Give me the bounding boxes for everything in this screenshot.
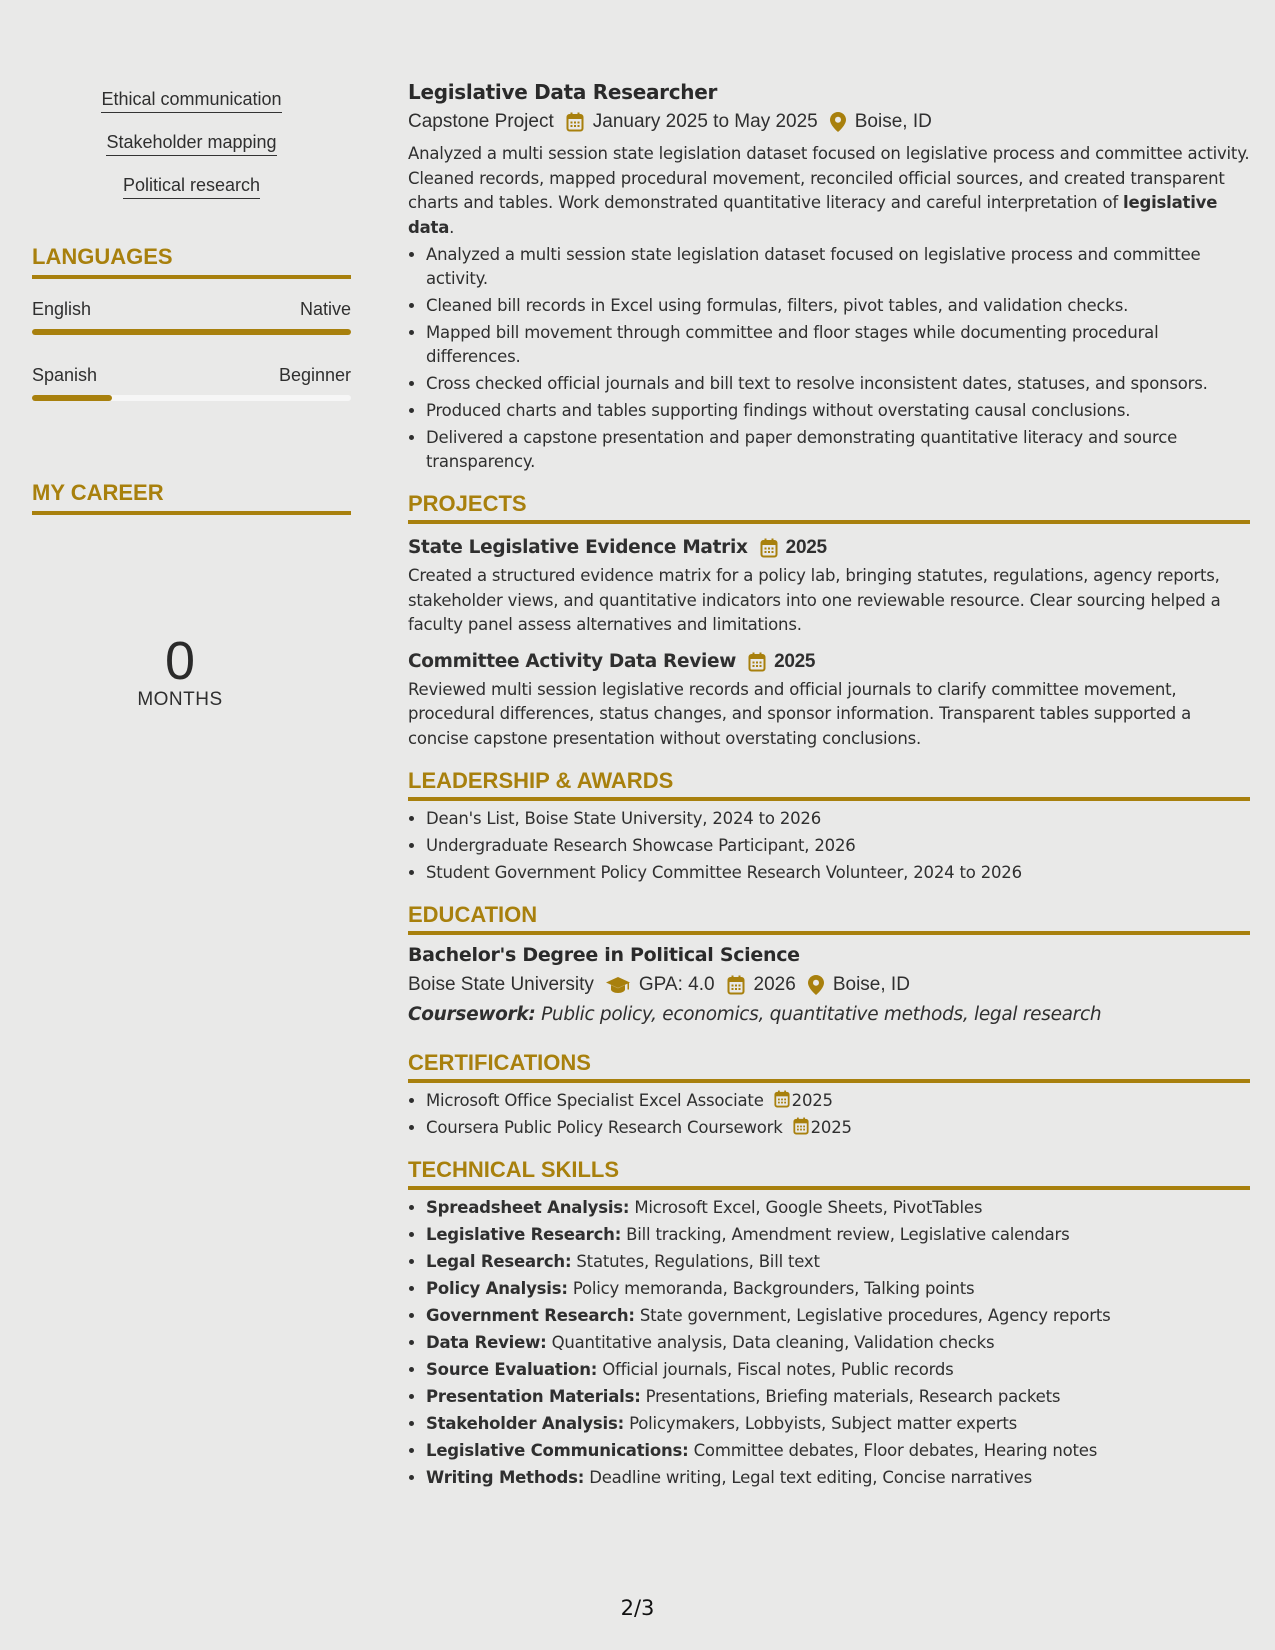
list-item [426, 1439, 1250, 1463]
list-item: • Cleaned bill records in Excel using formulas, filters, pivot tables, and validation checks. [426, 294, 1250, 318]
career-section [32, 479, 351, 711]
skill-value: Presentations, Briefing materials, Research packets [645, 1387, 1061, 1406]
skill-label: Data Review: [426, 1333, 547, 1352]
proficiency-bar [32, 329, 351, 335]
page-number: 2/3 [620, 1596, 655, 1620]
career-value: 0 [164, 631, 196, 691]
school-name: Boise State University [408, 974, 594, 995]
skill-label: Government Research: [426, 1306, 635, 1325]
certifications-heading: CERTIFICATIONS [408, 1050, 591, 1075]
list-item [426, 1331, 1250, 1355]
list-item [426, 1358, 1250, 1382]
list-item [426, 1385, 1250, 1409]
education-heading: EDUCATION [408, 902, 538, 927]
skill-value: Policy memoranda, Backgrounders, Talking points [572, 1279, 975, 1298]
list-item: • Analyzed a multi session state legislation dataset focused on legislative process and committee activity. [426, 243, 1250, 291]
section-divider [408, 797, 1250, 801]
list-item [426, 1250, 1250, 1274]
skill-label: Source Evaluation: [426, 1360, 598, 1379]
certifications-section [408, 1049, 1250, 1140]
skill-tag: Ethical communication [101, 88, 281, 113]
graduation-cap-icon [606, 976, 630, 994]
list-item: • Cross checked official journals and bill text to resolve inconsistent dates, statuses, and sponsors. [426, 372, 1250, 396]
skill-value: Quantitative analysis, Data cleaning, Validation checks [551, 1333, 995, 1352]
project-description: Reviewed multi session legislative records and official journals to clarify committee movement, procedural differences, status changes, and sponsor information. Transparent tables supported a concise capstone presentation without overstating conclusions. [408, 679, 1192, 748]
section-divider [32, 511, 351, 515]
list-item: • Produced charts and tables supporting findings without overstating causal conclusions. [426, 399, 1250, 423]
calendar-icon [774, 1090, 790, 1108]
skill-label: Legislative Research: [426, 1225, 622, 1244]
list-item [426, 1277, 1250, 1301]
location-pin-icon [808, 975, 824, 995]
language-level: Beginner [278, 365, 351, 385]
career-counter [32, 633, 328, 711]
list-item [426, 1412, 1250, 1436]
list-item [426, 1116, 1250, 1140]
skill-value: Official journals, Fiscal notes, Public records [602, 1360, 954, 1379]
skill-label: Stakeholder Analysis: [426, 1414, 625, 1433]
job-meta [408, 108, 1250, 136]
technical-skills-list [426, 1196, 1250, 1490]
skill-label: Presentation Materials: [426, 1387, 641, 1406]
list-item: • Undergraduate Research Showcase Participant, 2026 [426, 834, 1250, 858]
list-item [426, 1304, 1250, 1328]
project-entry [408, 648, 1250, 752]
proficiency-bar [32, 395, 351, 401]
projects-heading: PROJECTS [408, 491, 527, 516]
skill-value: Deadline writing, Legal text editing, Concise narratives [589, 1468, 1033, 1487]
experience-entry [408, 78, 1250, 474]
project-year: 2025 [774, 650, 816, 672]
list-item [426, 1089, 1250, 1113]
languages-heading: LANGUAGES [32, 244, 173, 269]
language-level: Native [299, 299, 351, 319]
proficiency-fill [32, 329, 351, 335]
skill-value: Microsoft Excel, Google Sheets, PivotTables [634, 1198, 983, 1217]
project-name: Committee Activity Data Review [408, 650, 737, 672]
coursework: Coursework: Public policy, economics, quantitative methods, legal research [408, 1004, 1102, 1025]
job-dates: January 2025 to May 2025 [592, 111, 818, 132]
certifications-list [426, 1089, 1250, 1140]
section-divider [408, 520, 1250, 524]
certification-name: Microsoft Office Specialist Excel Associate [426, 1091, 764, 1110]
project-name: State Legislative Evidence Matrix [408, 537, 748, 558]
calendar-icon [760, 538, 778, 558]
skill-tag: Stakeholder mapping [106, 131, 276, 156]
certification-name: Coursera Public Policy Research Coursework [426, 1118, 783, 1137]
proficiency-fill [32, 395, 112, 401]
skill-label: Legislative Communications: [426, 1441, 689, 1460]
language-name: English [32, 299, 92, 319]
language-name: Spanish [32, 365, 98, 385]
project-year: 2025 [785, 537, 827, 558]
organization: Capstone Project [408, 111, 554, 132]
career-heading: MY CAREER [32, 480, 164, 505]
skill-label: Spreadsheet Analysis: [426, 1198, 630, 1217]
leadership-heading: LEADERSHIP & AWARDS [408, 768, 674, 793]
location-pin-icon [830, 112, 846, 132]
language-item [32, 299, 351, 335]
skill-value: Policymakers, Lobbyists, Subject matter experts [629, 1414, 1018, 1433]
leadership-list [426, 807, 1250, 885]
right-column [408, 78, 1250, 1490]
job-bullets [426, 243, 1250, 474]
skill-label: Legal Research: [426, 1252, 572, 1271]
calendar-icon [748, 652, 766, 672]
skill-tag: Political research [123, 174, 260, 199]
job-summary: Analyzed a multi session state legislation dataset focused on legislative process and committee activity. Cleaned records, mapped procedural movement, reconciled official sources, and created transparent charts and tables. Work demonstrated quantitative literacy and careful interpretation of legislative data. [408, 144, 1250, 237]
list-item: • Dean's List, Boise State University, 2024 to 2026 [426, 807, 1250, 831]
graduation-year: 2026 [753, 974, 796, 995]
section-divider [408, 1079, 1250, 1083]
list-item: • Delivered a capstone presentation and paper demonstrating quantitative literacy and source transparency. [426, 426, 1250, 474]
calendar-icon [793, 1117, 809, 1135]
projects-section [408, 490, 1250, 751]
job-title: Legislative Data Researcher [408, 80, 718, 104]
calendar-icon [727, 975, 745, 995]
language-item [32, 365, 351, 401]
education-meta [408, 971, 1250, 999]
skill-tags [32, 80, 351, 199]
school-location: Boise, ID [832, 974, 910, 995]
skill-value: Committee debates, Floor debates, Hearing notes [693, 1441, 1098, 1460]
leadership-section [408, 767, 1250, 885]
education-section [408, 901, 1250, 1029]
skill-value: Bill tracking, Amendment review, Legislative calendars [626, 1225, 1070, 1244]
section-divider [408, 1186, 1250, 1190]
languages-section [32, 243, 351, 401]
project-entry [408, 534, 1250, 638]
skill-label: Policy Analysis: [426, 1279, 568, 1298]
list-item: • Student Government Policy Committee Research Volunteer, 2024 to 2026 [426, 861, 1250, 885]
section-divider [32, 275, 351, 279]
gpa: GPA: 4.0 [638, 974, 715, 995]
technical-skills-heading: TECHNICAL SKILLS [408, 1157, 620, 1182]
list-item [426, 1196, 1250, 1220]
certification-year: 2025 [810, 1118, 852, 1137]
degree-title: Bachelor's Degree in Political Science [408, 944, 800, 966]
skill-value: Statutes, Regulations, Bill text [576, 1252, 820, 1271]
list-item [426, 1223, 1250, 1247]
job-location: Boise, ID [854, 111, 932, 132]
career-unit: MONTHS [137, 689, 223, 710]
technical-skills-section [408, 1156, 1250, 1490]
skill-label: Writing Methods: [426, 1468, 585, 1487]
section-divider [408, 931, 1250, 935]
list-item [426, 1466, 1250, 1490]
skill-value: State government, Legislative procedures, Agency reports [639, 1306, 1111, 1325]
certification-year: 2025 [791, 1091, 833, 1110]
left-column [32, 80, 351, 711]
project-description: Created a structured evidence matrix for a policy lab, bringing statutes, regulations, agency reports, stakeholder views, and quantitative indicators into one reviewable resource. Clear sourcing helped a faculty panel assess alternatives and limitations. [408, 566, 1221, 634]
calendar-icon [566, 112, 584, 132]
list-item: • Mapped bill movement through committee and floor stages while documenting procedural differences. [426, 321, 1250, 369]
